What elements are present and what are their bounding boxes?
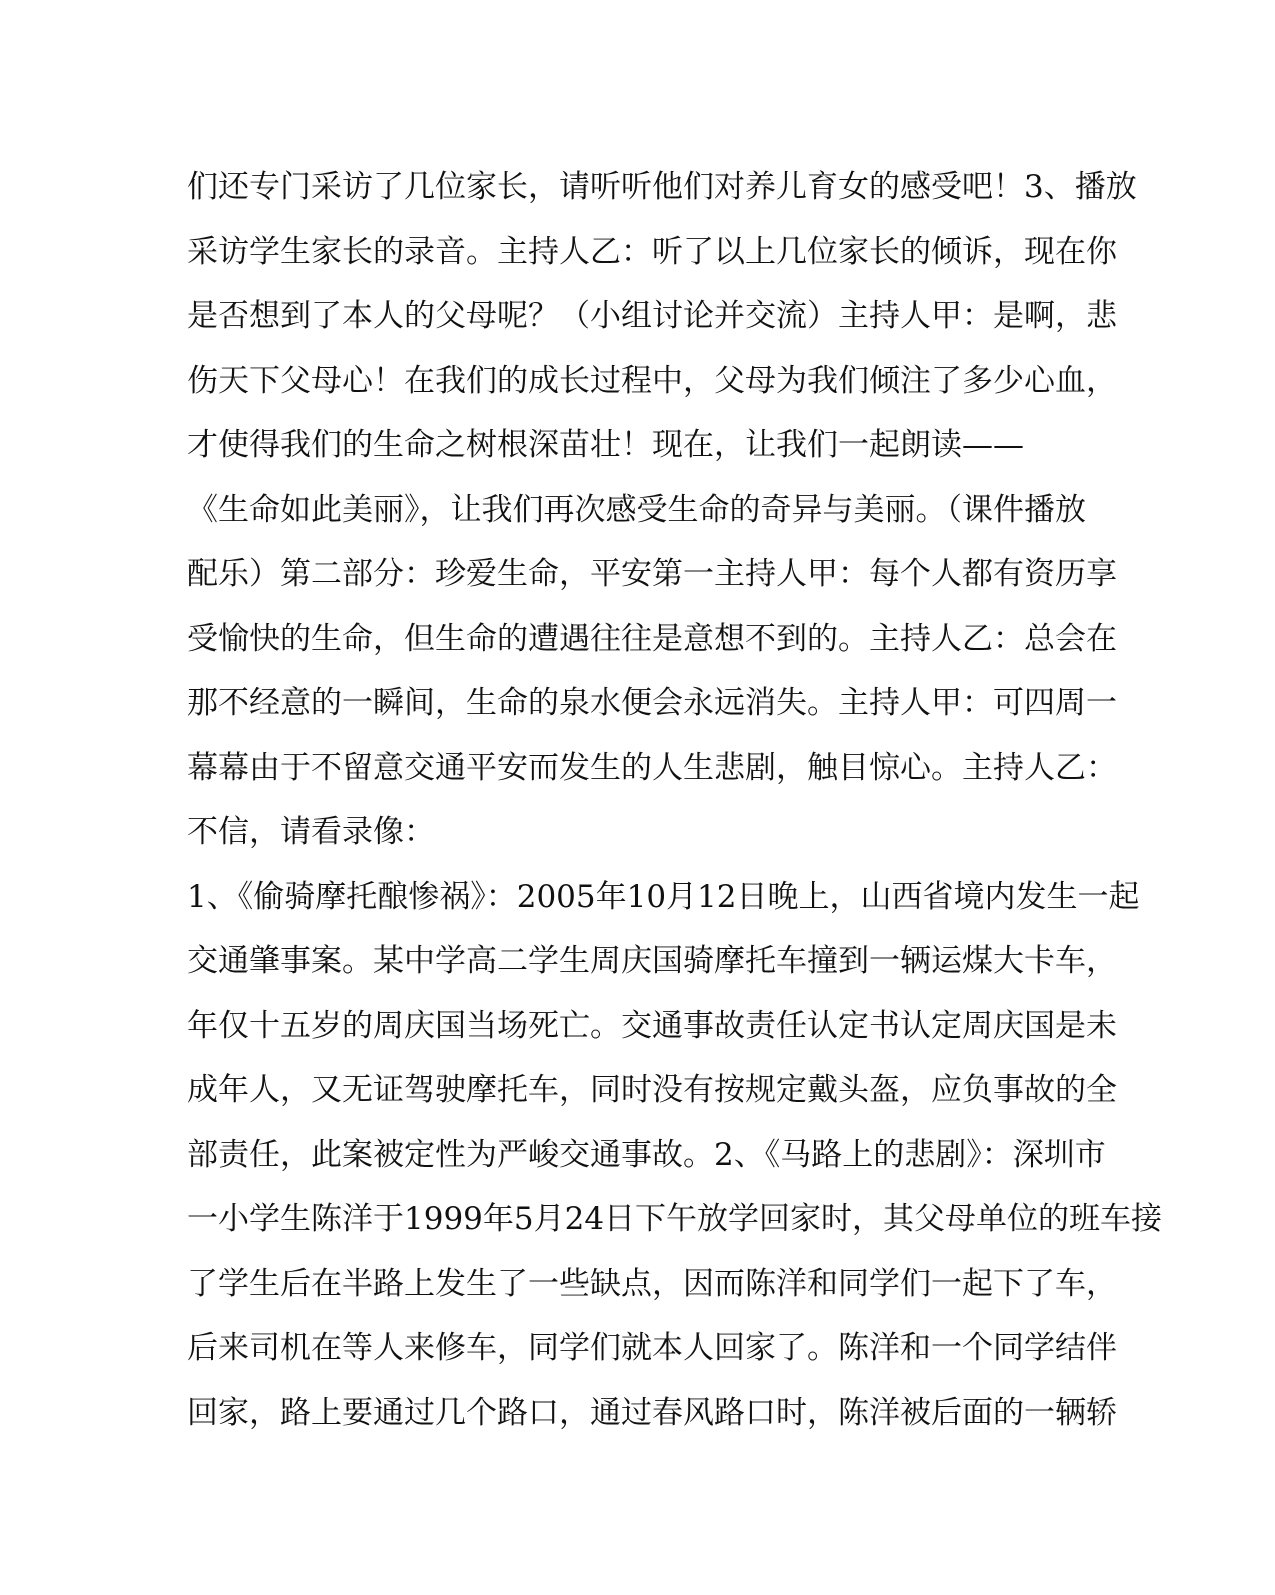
text-line: 年仅十五岁的周庆国当场死亡。交通事故责任认定书认定周庆国是未: [187, 1007, 1117, 1044]
text-line: 1、《偷骑摩托酿惨祸》：2005年10月12日晚上，山西省境内发生一起: [187, 878, 1140, 915]
text-line: 是否想到了本人的父母呢？（小组讨论并交流）主持人甲：是啊，悲: [187, 298, 1117, 334]
text-line: 幕幕由于不留意交通平安而发生的人生悲剧，触目惊心。主持人乙：: [187, 749, 1117, 786]
text-line: 采访学生家长的录音。主持人乙：听了以上几位家长的倾诉，现在你: [187, 233, 1117, 270]
text-line: 回家，路上要通过几个路口，通过春风路口时，陈洋被后面的一辆轿: [187, 1394, 1117, 1431]
text-line: 伤天下父母心！在我们的成长过程中，父母为我们倾注了多少心血，: [187, 362, 1117, 399]
text-line: 受愉快的生命，但生命的遭遇往往是意想不到的。主持人乙：总会在: [187, 620, 1117, 657]
text-line: 了学生后在半路上发生了一些缺点，因而陈洋和同学们一起下了车，: [187, 1265, 1117, 1302]
text-line: 后来司机在等人来修车，同学们就本人回家了。陈洋和一个同学结伴: [187, 1330, 1117, 1366]
body-text: [187, 155, 1163, 1445]
text-line: 部责任，此案被定性为严峻交通事故。2、《马路上的悲剧》：深圳市: [187, 1136, 1106, 1173]
text-line: 才使得我们的生命之树根深苗壮！现在，让我们一起朗读——: [187, 427, 1024, 463]
text-line: 配乐）第二部分：珍爱生命，平安第一主持人甲：每个人都有资历享: [187, 556, 1117, 592]
text-line: 那不经意的一瞬间，生命的泉水便会永远消失。主持人甲：可四周一: [187, 685, 1117, 721]
text-line: 一小学生陈洋于1999年5月24日下午放学回家时，其父母单位的班车接: [187, 1201, 1163, 1237]
text-line: 《生命如此美丽》，让我们再次感受生命的奇异与美丽。（课件播放: [187, 491, 1086, 528]
text-line: 交通肇事案。某中学高二学生周庆国骑摩托车撞到一辆运煤大卡车，: [187, 943, 1117, 979]
text-line: 成年人，又无证驾驶摩托车，同时没有按规定戴头盔，应负事故的全: [187, 1072, 1117, 1108]
text-line: 们还专门采访了几位家长，请听听他们对养儿育女的感受吧！3、播放: [187, 169, 1137, 205]
text-line: 不信，请看录像：: [187, 814, 435, 850]
